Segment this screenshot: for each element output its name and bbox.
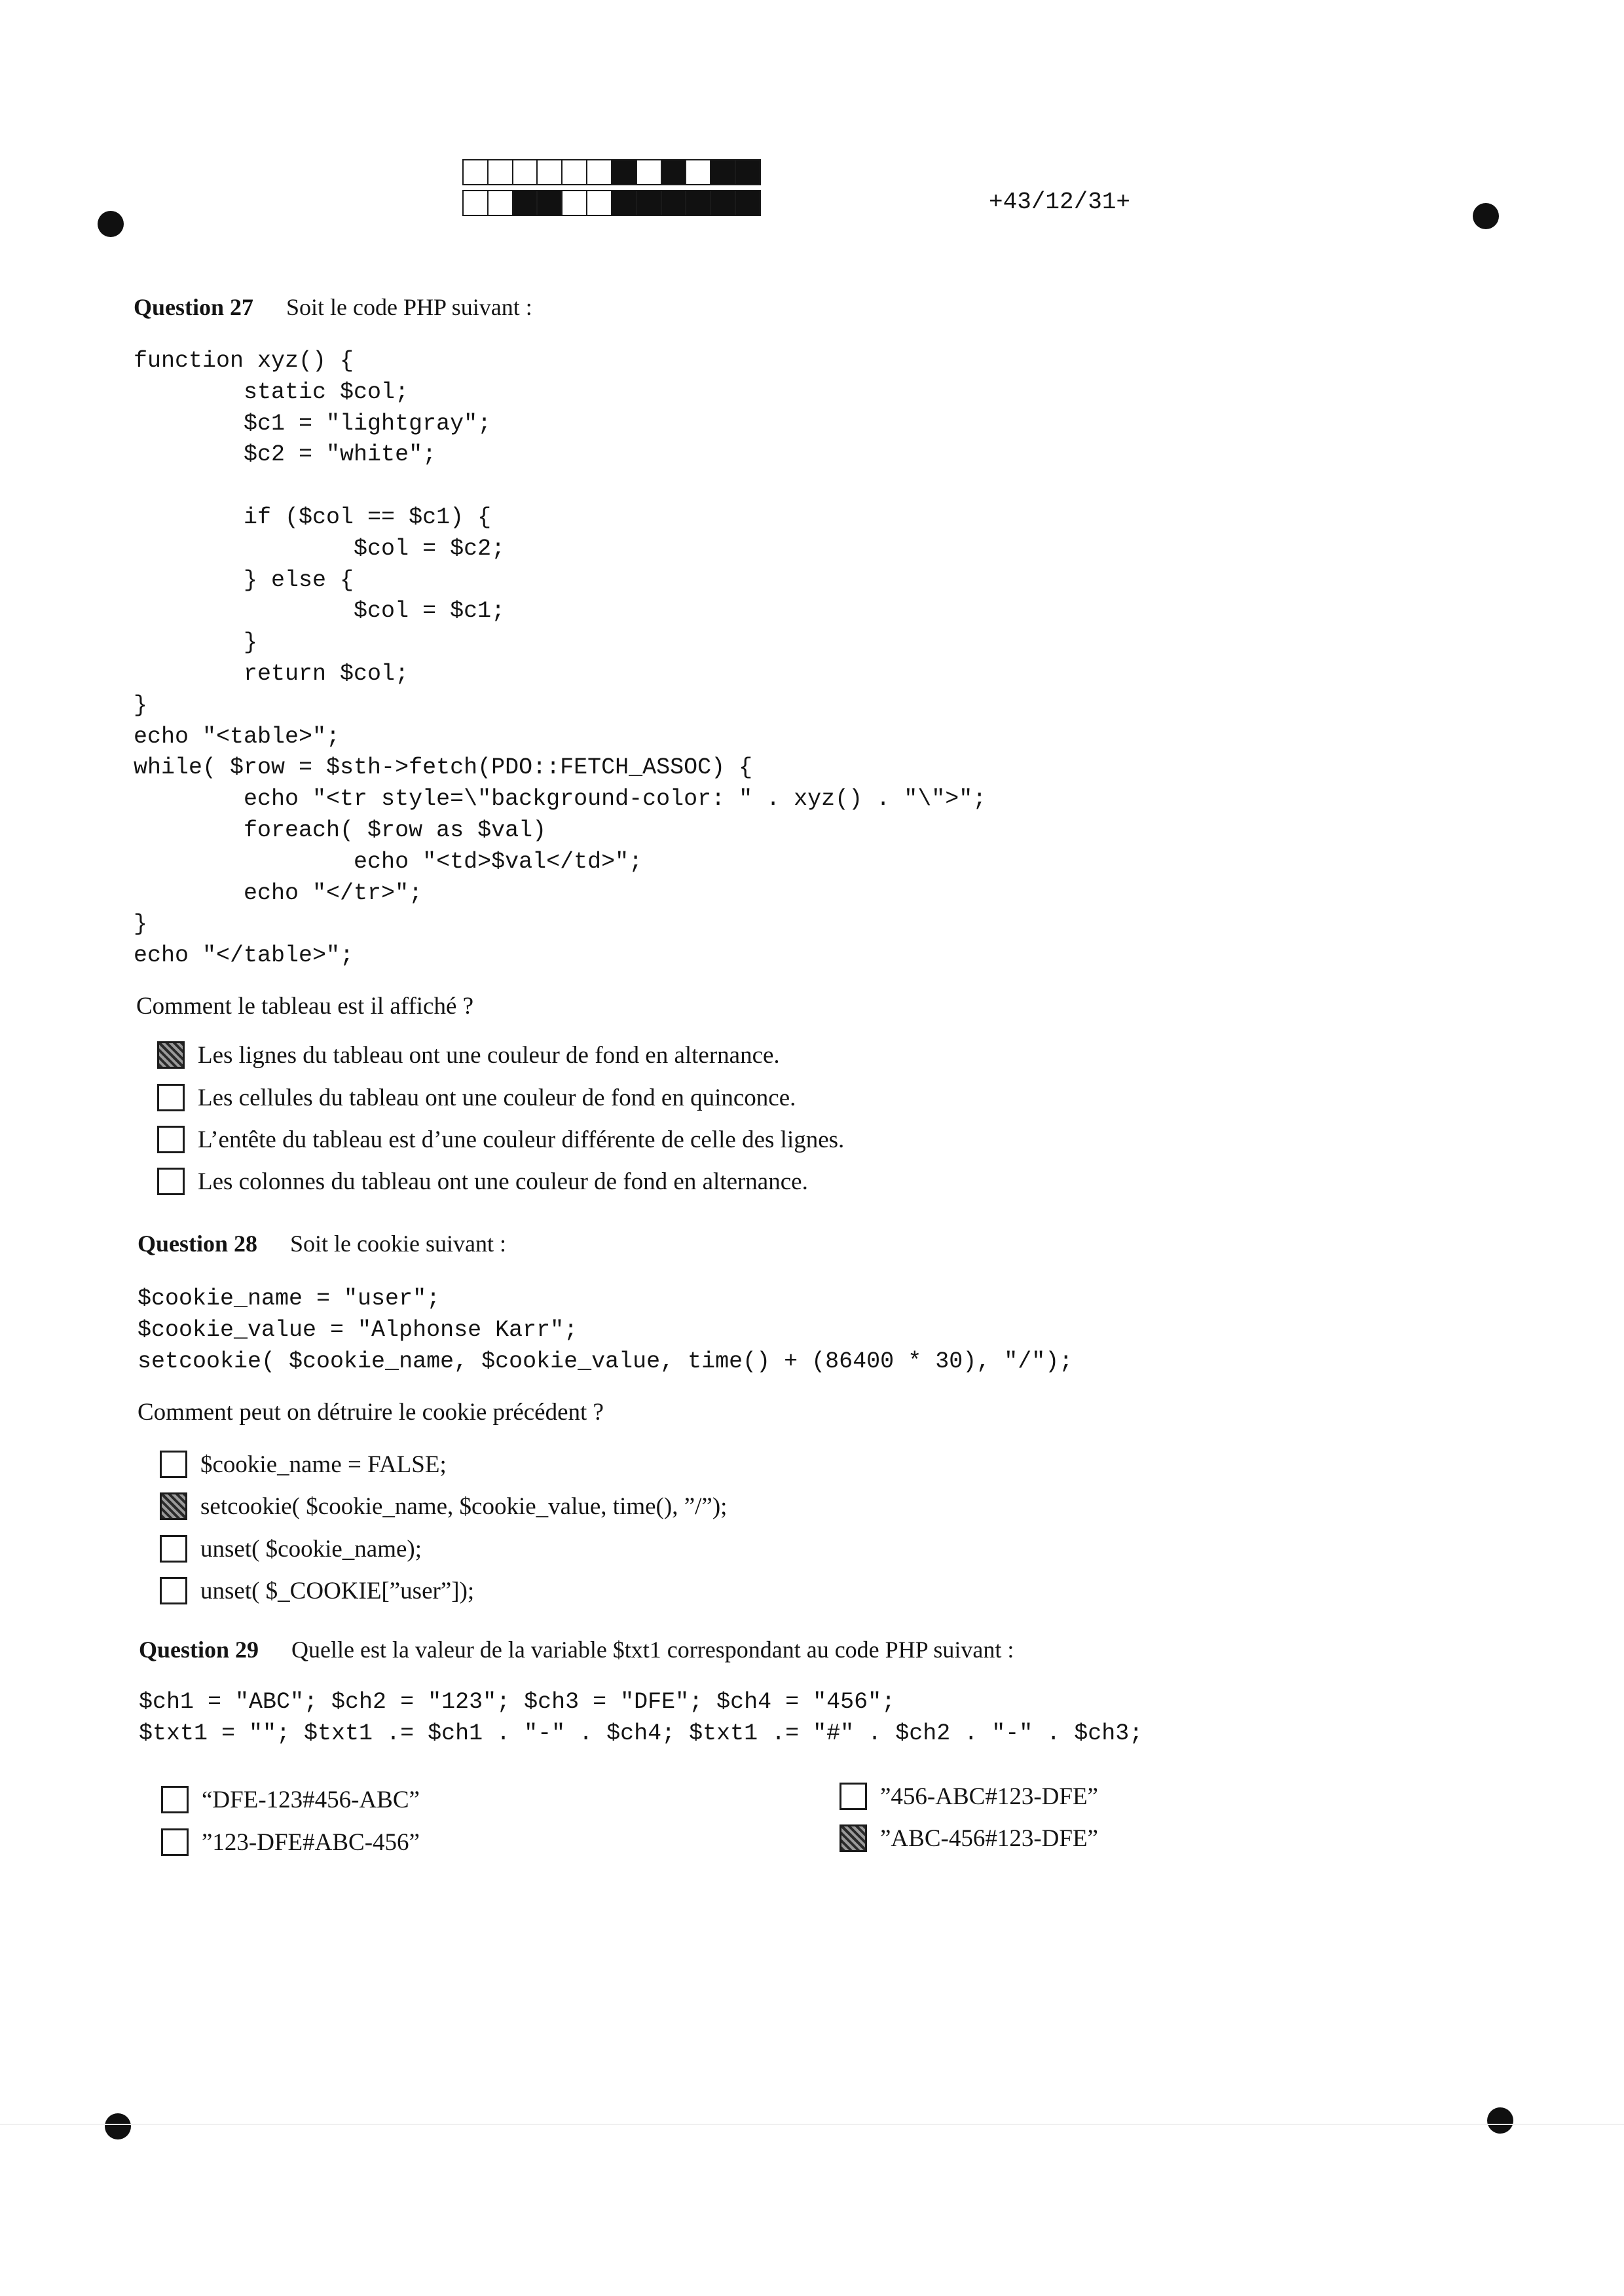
question-27-option-4[interactable] (157, 1166, 808, 1196)
checkbox-icon[interactable] (161, 1786, 189, 1813)
checkbox-icon[interactable] (840, 1824, 867, 1852)
option-label: unset( $cookie_name); (200, 1535, 422, 1563)
barcode-cell (538, 191, 563, 215)
registration-mark-top-left (98, 211, 124, 237)
barcode-cell (464, 191, 489, 215)
barcode-cell (662, 160, 687, 184)
option-label: Les lignes du tableau ont une couleur de fond en alternance. (198, 1041, 780, 1069)
registration-mark-bottom-left (105, 2113, 131, 2139)
option-label: ”123-DFE#ABC-456” (202, 1828, 420, 1856)
question-29-code: $ch1 = "ABC"; $ch2 = "123"; $ch3 = "DFE"; $ch4 = "456"; $txt1 = ""; $txt1 .= $ch1 . "-" . $ch4; $txt1 .= "#" . $ch2 . "-" . $ch3; (139, 1689, 1143, 1747)
barcode-cell (538, 160, 563, 184)
question-27-code: function xyz() { static $col; $c1 = "lightgray"; $c2 = "white"; if ($col == $c1) { $col = $c2; } else { $col = $c1; } return $col; } echo "<table>"; while( $row = $sth->fetch(PDO::FETCH_ASSOC) { echo "<tr style=\"background-color: " . xyz() . "\">"; foreach( $row as $val) echo "<td>$val</td>"; echo "</tr>"; } echo "</table>"; (134, 348, 987, 969)
barcode-cell (464, 160, 489, 184)
question-28-option-4[interactable] (160, 1576, 474, 1606)
question-29-option-4[interactable] (840, 1823, 1098, 1853)
option-label: $cookie_name = FALSE; (200, 1451, 447, 1478)
question-28-code: $cookie_name = "user"; $cookie_value = "Alphonse Karr"; setcookie( $cookie_name, $cookie_value, time() + (86400 * 30), "/"); (138, 1286, 1073, 1375)
option-label: unset( $_COOKIE[”user”]); (200, 1577, 475, 1604)
barcode-cell (736, 160, 760, 184)
barcode-cell (612, 191, 637, 215)
checkbox-icon[interactable] (161, 1828, 189, 1856)
option-label: setcookie( $cookie_name, $cookie_value, time(), ”/”); (200, 1492, 728, 1520)
question-27-option-3[interactable] (157, 1124, 844, 1155)
checkbox-icon[interactable] (157, 1041, 185, 1069)
barcode-cell (711, 160, 736, 184)
registration-mark-top-right (1473, 203, 1499, 229)
barcode-cell (686, 160, 711, 184)
checkbox-icon[interactable] (840, 1783, 867, 1810)
question-27-option-2[interactable] (157, 1083, 796, 1113)
question-27-text: Soit le code PHP suivant : (286, 294, 532, 320)
question-29-text: Quelle est la valeur de la variable $txt1 correspondant au code PHP suivant : (291, 1637, 1014, 1663)
registration-mark-bottom-right (1487, 2107, 1513, 2134)
question-27-label: Question 27 (134, 294, 254, 320)
barcode-cell (489, 191, 513, 215)
barcode-cell (587, 160, 612, 184)
option-label: Les cellules du tableau ont une couleur de fond en quinconce. (198, 1084, 796, 1111)
option-label: “DFE-123#456-ABC” (202, 1786, 420, 1813)
question-27-header (134, 293, 532, 321)
option-label: Les colonnes du tableau ont une couleur de fond en alternance. (198, 1168, 808, 1195)
question-27-prompt: Comment le tableau est il affiché ? (136, 993, 474, 1020)
barcode-cell (686, 191, 711, 215)
barcode-cell (489, 160, 513, 184)
option-label: ”456-ABC#123-DFE” (880, 1783, 1098, 1810)
barcode-cell (563, 191, 587, 215)
barcode-row-2 (462, 190, 761, 216)
barcode-cell (587, 191, 612, 215)
checkbox-icon[interactable] (160, 1535, 187, 1563)
question-29-option-2[interactable] (161, 1827, 420, 1857)
question-27-option-1[interactable] (157, 1040, 780, 1070)
barcode-cell (637, 191, 662, 215)
question-28-prompt: Comment peut on détruire le cookie précédent ? (138, 1399, 604, 1426)
barcode-cell (612, 160, 637, 184)
question-29-option-1[interactable] (161, 1785, 420, 1815)
question-29-header (139, 1636, 1014, 1663)
barcode-cell (736, 191, 760, 215)
question-28-option-2[interactable] (160, 1491, 727, 1521)
question-28-label: Question 28 (138, 1231, 258, 1257)
question-28-option-1[interactable] (160, 1449, 447, 1479)
question-29-option-3[interactable] (840, 1781, 1098, 1811)
option-label: L’entête du tableau est d’une couleur différente de celle des lignes. (198, 1126, 845, 1153)
question-29-label: Question 29 (139, 1637, 259, 1663)
barcode-cell (513, 160, 538, 184)
checkbox-icon[interactable] (160, 1577, 187, 1604)
option-label: ”ABC-456#123-DFE” (880, 1824, 1098, 1852)
checkbox-icon[interactable] (157, 1168, 185, 1195)
checkbox-icon[interactable] (160, 1451, 187, 1478)
page-id: +43/12/31+ (989, 189, 1131, 215)
barcode-cell (711, 191, 736, 215)
barcode-row-1 (462, 159, 761, 185)
checkbox-icon[interactable] (160, 1492, 187, 1520)
question-28-text: Soit le cookie suivant : (290, 1231, 506, 1257)
question-28-header (138, 1230, 506, 1257)
scan-line (0, 2124, 1624, 2125)
question-28-option-3[interactable] (160, 1534, 422, 1564)
barcode-cell (563, 160, 587, 184)
checkbox-icon[interactable] (157, 1084, 185, 1111)
barcode-cell (662, 191, 687, 215)
checkbox-icon[interactable] (157, 1126, 185, 1153)
barcode-cell (637, 160, 662, 184)
barcode-cell (513, 191, 538, 215)
